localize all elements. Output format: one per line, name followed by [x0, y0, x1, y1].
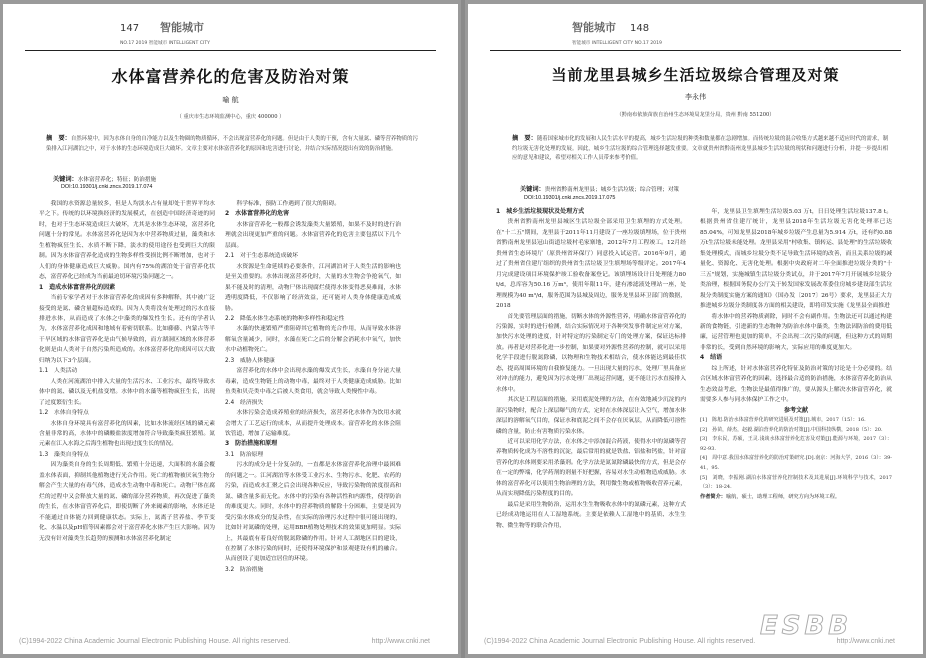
right-page: [468, 4, 923, 654]
body-paragraph: 年，龙里县卫生填埋生活垃圾5.03 万t，日日处理生活垃圾137.8 t。根据贵州省住建厅统计，龙里县2018年生活垃圾无害化处理率已达85.04%，可知龙里县2018年城乡垃圾产生总量为5.914 万t，还有约0.88 万t生活垃圾未能处理。龙里县采用"村收集、镇转运、县处理"的生活垃圾收集处理模式，而城乡垃圾分类不足导致生活环境的改善，而且关系垃圾的减量化、资源化、无害化处理。根据中央政府对二年全面推进垃圾分类的"十三五"规划，实施城镇生活垃圾分类试点，并于2017年7月开展城乡垃圾分类治理，根据国务院办公厅关于转发国家发展改革委住房城乡建设部生活垃圾分类制度实施方案的通知》（国办发〔2017〕26号）要求，龙里县正大力推进城乡垃圾分类制度各方面的相关建设，即将印发实施《龙里县全面推进: [700, 209, 892, 310]
page-number: 148: [630, 23, 650, 34]
body-paragraph: 最后是采用生物防治，运用水生生物吸收水体中的氮磷元素，这种方式已经成功地运用在人工湿地系统。主要是依赖人工湿地中的基质、水生生物、微生物等的联合作用，: [496, 501, 686, 529]
body-paragraph: 近可以采用化学方法，在水体之中添加混合药液，使得水中的氮磷等营养物质转化成为不溶性的沉淀，最后常用的就是铁盐、铝盐和钙盐，针对富营养化的水体则要采用杀藻剂。化学方法是氮氮除磷最快的方式，但是会存在一定的弊端，化学药剂的剂量不好把握，容易对水生动植物造成威胁。水体的富营养化可以使用生物治理的方法，利用微生物或植物吸收营养元素，从而实现降低污染程度的目的。: [496, 438, 686, 498]
keywords-label: 关键词：: [53, 176, 78, 183]
article-title: 水体富营养化的危害及防治对策: [111, 67, 350, 86]
abstract: [512, 134, 888, 164]
running-header: [490, 17, 901, 51]
subsection-heading: 3.1 防治原理: [225, 451, 264, 458]
reference-item: [4] 周中意.我国水体富营养化的防治对策研究.[D].南京：河海大学，2016（3）：39-41，95.: [700, 455, 892, 472]
site-watermark-logo: [754, 604, 920, 656]
keywords-text: 水体富营养化；特征；防治措施: [77, 177, 157, 183]
watermark-text: ESBB: [760, 611, 853, 641]
section-heading: 2 水体富营养化的危害: [225, 210, 290, 218]
doi: DOI:10.19301/j.cnki.zncs.2019.17.074: [61, 184, 153, 190]
journal-subline: NO.17 2019 智能城市 INTELLIGENT CITY: [120, 41, 210, 46]
subsection-heading: 2.4 经济损失: [225, 399, 264, 406]
copyright-notice: (C)1994-2022 China Academic Journal Electronic Publishing House. All rights reserved.: [19, 638, 291, 645]
subsection-heading: 1.1 人类活动: [39, 368, 78, 375]
copyright-notice: (C)1994-2022 China Academic Journal Electronic Publishing House. All rights reserved.: [484, 638, 756, 645]
body-paragraph: 水体富营养化一般都会诱发藻类大量繁殖，如果不及时的进行治理就会出现更加严重的问题。水体富营养化的危害主要包括以下几个层面。: [225, 221, 401, 249]
subsection-heading: 1.3 藻类自身特点: [39, 451, 89, 458]
article-author: 喻 航: [222, 96, 239, 104]
author-note-text: 喻航，硕士，助理工程师，研究方向为环境工程。: [725, 493, 841, 500]
body-column-1: [496, 207, 686, 631]
abstract-text: 自然环境中，因为水体自身的自净能力以及生物圈的物质循环，不会出现富营养化的问题。但是由于人类的干预，含有大量氮、磷等营养物质的污染排入江河湖泊之中，对于水体的生态环境造成巨大破坏。文章主要对水体富营养化的原因和危害进行讨论，并结合实际情况提出有效的防治措施。: [46, 136, 418, 152]
page-footer: [19, 638, 442, 645]
keywords: [53, 174, 156, 183]
section-heading: 1 造成水体富营养化的因素: [39, 283, 116, 291]
doi: DOI:10.19301/j.cnki.zncs.2019.17.075: [524, 195, 616, 201]
body-paragraph: 人类在河流湖泊中排入大量的生活污水、工业污水，最终导致水体中的氮、磷以及无机盐变增。水体中的水藻等植物疯狂生长，出现了过度繁衍生长。: [39, 378, 215, 406]
running-header: [25, 17, 436, 51]
body-paragraph: 我国的水资源总量较多，但是人均淡水占有量却处于世界平均水平之下。传统的以环境换经济的发展模式，在创造中国经济奇迹的同时，也对于生态环境造成巨大破坏，尤其是水体生态环境，富营养化问题十分的常见。水体富营养化是因为水中营养物质过量，藻类和水生植物疯狂生长、水质不断下降，淡水的使用途径也受到巨大的限制。因为水体富营养化造成的生物多样性受损比例不断增加，也对于人们的身体健康造成巨大威胁。国内有75%的湖泊处于富营养化状态，富营养化已经成为当前最迫切环境污染问题之一。: [39, 201, 215, 281]
footer-link[interactable]: http://www.cnki.net: [371, 638, 430, 645]
body-paragraph: 首先要管理层面的措施，切断水体的外源性营养，明确水体富营养化的污染源，实时的进行检测，结合实际情况对于各种突发事件制定应对方案，加快污水处理的进度，针对特定的污染制定专门的处理方案，保证达标排放。再者是对营养化进一步控制，如果要对外源性营养的控制，就可以采用化学手段进行脱氮除磷，以物理和生物技术相结合，使水体能达到最佳状态，提高周围环境的自我修复能力。一旦出现大量的污水，处理厂里具备应对冲击的能力，避免因为污水处理厂出现运营问题，更不能让污水直接排入水体中。: [496, 313, 686, 393]
author-affiliation: （ 重庆市生态环境监测中心，重庆 400000 ）: [176, 114, 285, 120]
article-title: 当前龙里县城乡生活垃圾综合管理及对策: [551, 66, 840, 84]
watermark-subtext: (爱思)·学术 深度 有趣·广阔: [762, 643, 871, 653]
spread-gutter: [461, 0, 465, 658]
body-paragraph: 水资源是生命延续的必要条件，江河湖泊对于人类生活的影响也是至关重要的。水体出现富营养化时，大量的水生物会争抢氧气，如果不能及时的清理，动物尸体出现腐烂使得水体变得恶臭难闻，水体透明度降低，不仅影响了经济效益，还可能对人类身体健康造成威胁。: [225, 263, 401, 312]
author-note-label: 作者简介：: [700, 493, 726, 500]
abstract-label: 摘 要：: [512, 135, 537, 142]
subsection-heading: 1.2 水体自身特点: [39, 410, 89, 417]
body-paragraph: 将水体中的营养物质剥除，同时不会有副作用。生物法还可以通过构建新的食物链，引进新的生态物种为防治水体中藻类，生物法因防治的费用低廉，运营管理也更加的简单，不会出现二次污染的问题，但这种方式的周期非常的长，受到自然环境的影响大，实际应用的难度更加大。: [700, 313, 892, 351]
abstract-text: 随着国家城市化的发展和人民生活水平的提高，城乡生活垃圾的种类和数量都在急剧增加。而传统垃圾的混合收集方式越来越不适应时代的需求，制约垃圾无害化处理的发展。因此，城乡生活垃圾的综合管理选择越发重要。文章就贵州省黔南州龙里县城乡生活垃圾的现状和问题进行分析，并提一步提出相应的意见和建议，希望对相关工作人员带来参考价值。: [512, 136, 888, 162]
reference-item: [5] 刘晓，李振刚.湖泊水体富营养化控制技术及其进展[J].环境科学与技术，2017（3）：18-24.: [700, 474, 892, 491]
body-paragraph: 水体污染会造成养殖业的经济损失，富营养化水体作为饮用水就会增大了工艺运行的成本，从而提升处理成本。富营养化的水体会阻饮管道，增加了运输难度。: [225, 410, 401, 437]
references-heading: 参考文献: [783, 406, 808, 414]
body-column-2: [700, 207, 892, 631]
author-affiliation: （黔南布依族苗族自治州生态环境局龙里分局，贵州 黔南 551200）: [616, 112, 775, 118]
journal-subline: 智能城市 INTELLIGENT CITY NO.17 2019: [572, 41, 662, 46]
body-paragraph: 当前专家学者对于水体富营养化的成因有多种解释，其中被广泛接受的是氮、磷含量超标造成的。因为人类将没有处理过的污水直接排进水体，从而造成了水体之中藻类的爆发性生长。还有的学者认为，水体富营养化成因和地域有着密切联系。比如藤藤、内蒙古等半干旱区域的水体富营养化是由气候导致的，而方湖洞区域的水体营养化则是由人类对于自然污染所造成的。水体富营养化的成因可以大致归纳为以下3个层面。: [39, 295, 215, 364]
body-column-1: [39, 199, 215, 631]
body-paragraph: 其次是工程层面的措施，采用底泥处理的方法，在有效地减少沉淀的内部污染物时，配合上深层曝气的方式，定时在水体深层让入空气，增加水体深层的溶解氧气目的，保证水和底泥之间不会存在厌氧层，从而降低可溶性磷的含量，防止有害物质污染水体。: [496, 397, 686, 435]
reference-item: [2] 孙苗，薛杰，赵毅.湖泊营养化的防治对策[J].中国科技纵横，2018（5）：20.: [700, 426, 883, 433]
body-paragraph: 水体自身环境具有富营养化的因素，比如水体流经区域的磷元素含量非常的高，水体中的磷酸盐浓度增加符合导致藻类疯狂繁殖。氮元素在江入水海之后海生植物也出现过度生长的情况。: [39, 420, 215, 448]
body-paragraph: 因为藻类自身的生长周期低、繁殖十分迅速，大面积的水藻会覆盖水体表面，抑制其他植物进行光合作用。死亡的植物被厌氧生物分解会产生大量的有毒气体，造成水生动物中毒和死亡。动物尸体在腐烂的过程中又会释放大量的氮、磷的部分营养物质，再次促进了藻类的生长，在水体富营养化后，即使切断了外来阈素的影响，水体还是不能通过自体能力回到健康状态。实际上，氮离子营养盐、季节变化、水温以及pH值等因素都会对于富营养化水体产生巨大影响。因为无没有针对藻类生长趋势的预测和水体富营养化制定: [39, 462, 215, 542]
page-number: 147: [120, 23, 140, 34]
body-paragraph: 综上所述，针对水体富营养化特征及防治对策的讨论是十分必要的。结合区域水体富营养化的因素，选择最合适的防治措施，水体富营养化防治从生态效益考虑，生物法是最值得推广的，要从源头上解决水体富营养化，就需要多人参与同水体保护工作之中。: [700, 365, 892, 404]
body-paragraph: 科学标准，预防工作遇到了很大的阻碍。: [236, 201, 340, 207]
abstract-label: 摘 要：: [46, 135, 71, 142]
body-paragraph: 污水的成分是十分复杂的，一直都是水体富营养化治理中最困难的问题之一。江河湖泊等水体受工业污水、生物污水、化肥、农药的污染，而造成水汇聚之后会出现各种反应，导致污染物的浓度很高和氮、磷含量多而无化。水体中的污染有各种活性和内源性，使得防治的难度更大。同时，水体中的营养物质的解除十分困难，主要是因为受污染水体成分的复杂性，在实际的治理污水过程中很可能出现的，比如针对氮磷的处理，运用BBR植物处理技术的效果更加明显。实际上，其最底有着良好的脱氮除磷的作用。针对人工湖地区目的建设，在控制了水体污染的同时，还使得环境保护和景观建设有机的融合。从而创设了更加适宜居住的环境。: [225, 462, 401, 563]
journal-name: 智能城市: [572, 21, 616, 34]
reference-item: [3] 李东民，苏硕，王灵.浅谈水体富营养化危害及对策[J].能源与环境，2017（3）：92-93.: [700, 436, 892, 452]
section-heading: 1 城乡生活垃圾现状及处理方式: [496, 208, 585, 215]
left-page: [3, 4, 458, 654]
keywords-text: 贵州省黔南州龙里县；城乡生活垃圾；综合管理；对策: [544, 187, 680, 193]
body-paragraph: 富营养化的水体中会出现水藻的爆发式生长，水藻自身分泌大量毒素，造成生物链上的动物中毒，最终对于人类健康造成威胁。比如鱼类和贝壳类中毒之后被人类食用，就会导致人类慢性中毒。: [225, 368, 401, 396]
body-paragraph: 贵州省黔南州龙里县城区生活垃圾全部采用卫生填埋的方式处理。在"十二五"期间，龙里县于2011年11月建设了一座垃圾填埋场，位于贵州省黔南州龙里县冠山街道垃圾村毛家寨地，2012年7月工程竣工。12月经贵州省生态环境厅（原贵州省环保厅）同意投入试运营。2016年9月，通过了贵州省住建厅组织的贵州省生活垃圾卫生填埋场等级评定。2017年4月完成建设项目环境保护竣工验收备案登记。该填埋场设计日处理能力80 t/d，总库容为50.16 万m³，使用年限11年，建有渗滤液处理站一座，处理规模为40 m³/d，服务范围为县城及周边，服务龙里县环卫部门的数据，2018: [496, 219, 686, 310]
keywords-label: 关键词：: [520, 186, 545, 193]
section-heading: 3 防治措施和原理: [225, 440, 278, 448]
subsection-heading: 3.2 防治措施: [225, 566, 264, 573]
journal-name: 智能城市: [160, 21, 204, 34]
body-column-2: [225, 199, 401, 631]
article-author: 李永伟: [685, 93, 706, 101]
subsection-heading: 2.2 降低水体生态系统的物种多样性和稳定性: [225, 315, 345, 322]
footer-link[interactable]: http://www.cnki.net: [836, 638, 895, 645]
keywords: [520, 184, 679, 193]
author-note: [700, 493, 892, 503]
reference-item: [1] 陈旭.防治水体富营养化的研究进展及对策[J].城市，2017（15）：16.: [700, 417, 866, 424]
body-paragraph: 水藻的快速繁殖严重阻碍其它植物的光合作用，从而导致水体溶解氧含量减少，同时，水藻在死亡之后的分解会消耗水中氧气，加快水中动植物死亡。: [225, 326, 401, 354]
section-heading: 4 结语: [700, 354, 723, 362]
subsection-heading: 2.3 威胁人体健康: [225, 357, 275, 364]
abstract: [46, 134, 418, 154]
subsection-heading: 2.1 对于生态系统造成破坏: [225, 253, 298, 260]
